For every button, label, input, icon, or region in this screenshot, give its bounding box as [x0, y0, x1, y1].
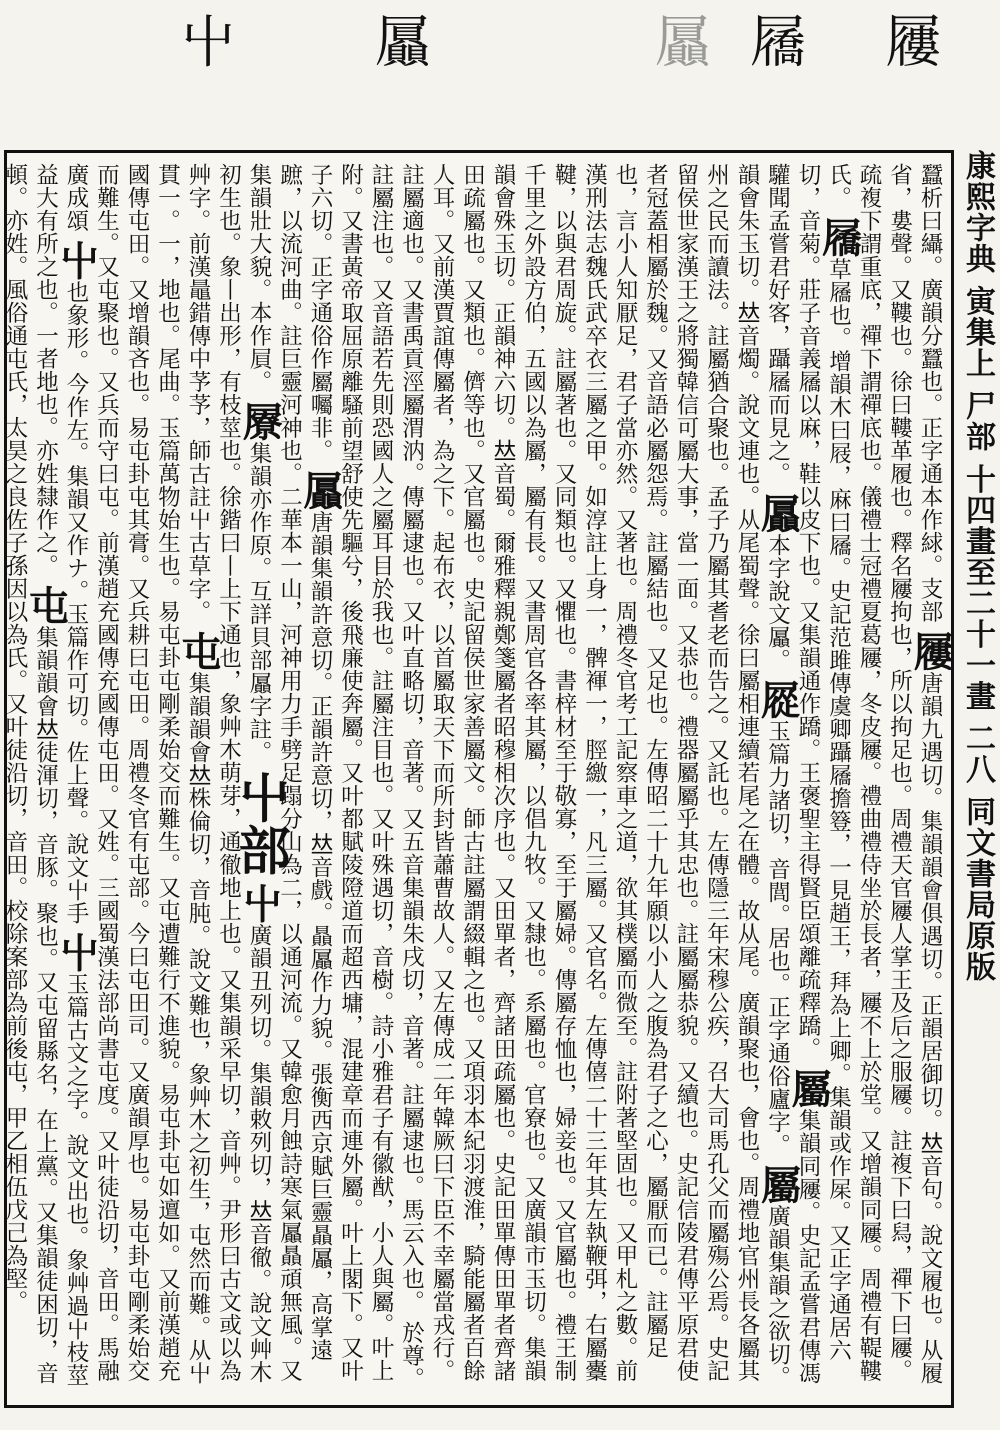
caption-5: 屮	[171, 12, 236, 72]
entry-head: 屨	[907, 630, 954, 672]
entry-text: 也象形。今作左。集韻又作ナ。玉篇作可切。佐上聲。說文屮手	[63, 280, 89, 925]
entry-head: 屭	[297, 469, 344, 511]
entry-head: 屮	[53, 239, 100, 281]
header-captions	[0, 0, 1000, 148]
caption-2: 屩	[741, 12, 806, 72]
entry-13	[53, 239, 100, 925]
entry-head: 屮	[236, 883, 283, 924]
entry-head: 屯	[22, 584, 70, 626]
dictionary-body	[2, 163, 954, 1399]
publisher-label: 同文書局原版	[960, 796, 995, 983]
entry-text: 草屩也。增韻木曰屐，麻曰屩。史記范雎傳虞卿躡屩擔簦，一見趙王，拜為上卿。集韻或作𡱖。又正字通居六切，音菊。莊子音義屩以麻，鞋以皮下也。又集韻通作蹻。王褒聖主得賢臣頌離疏釋蹻。	[795, 163, 852, 1362]
entry-text: 玉篇古文之字。說文出也。象艸過屮枝莖益大有所之也。一者地也。亦姓隸作之。	[32, 163, 89, 1387]
entry-head: 屬	[754, 1163, 802, 1205]
book-title: 康熙字典	[960, 150, 995, 274]
entry-head: 屬	[785, 1067, 832, 1109]
entry-head: 屩	[815, 216, 863, 258]
entry-head: 㞞	[754, 678, 802, 720]
entry-text: 集韻韻會𠀤株倫切，音肫。說文難也，象艸木之初生，屯然而難。从屮貫一。一，地也。尾曲。玉篇萬物始生也。易屯卦屯剛柔始交而難生。又屯遭難行不進貌。易屯卦屯如邅如。又前漢趙充國傳屯田。又增韻吝也。易屯卦屯其膏。又兵耕曰屯田。周禮冬官有屯部。今曰屯田司。又廣韻厚也。易屯卦屯剛柔始交而難生。又屯聚也。又兵而守曰屯。前漢趙充國傳充國傳屯田。又姓。三國蜀漢法部尚書屯度。又叶徒沿切，音田。馬融廣成頌	[63, 163, 211, 1385]
entry-4	[754, 492, 802, 672]
volume-label: 寅集上	[960, 285, 995, 379]
section-heading	[229, 770, 290, 876]
page-number: 二八	[960, 722, 995, 785]
entry-head: 屯	[175, 630, 222, 672]
dictionary-page-frame	[4, 150, 954, 1408]
entry-text: 集韻亦作原。互詳貝部屭字註。	[246, 441, 272, 764]
entry-9	[236, 400, 283, 764]
entry-text: 於尊。註屬注也。又音語若先則恐國人之屬耳目於我也。註屬注目也。又叶殊遇切，音樹。詩小雅君子有徽猷，小人與屬。叶上附。又書黃帝取屈原離騷前望舒使先驅兮，後飛廉使奔屬。又叶都賦陵隥道而超西墉，混建章而連外屬。叶上閣下。又叶子六切。正字通俗作屬囑非。	[307, 163, 425, 1390]
section-title: 屮部	[229, 770, 290, 876]
entry-text: 集韻韻會𠀤徒渾切，音豚。聚也。又屯留縣名，在上黨。又集韻徒困切，音頓。亦姓。風俗通屯氏，太昊之良佐子孫因以為氏。又叶徒沿切，音田。校除案部為前後屯，甲乙相伍戊己為堅。	[2, 163, 59, 1385]
entry-text: 唐韻集韻許意切。正韻許意切，𠀤音戲。贔屭作力貌。張衡西京賦巨靈贔屭，高掌遠蹠，以流河曲。註巨靈河神也。二華本一山，河神用力手劈足蹋分山為二，以通河流。又韓愈月蝕詩寒氣屭贔頑無風。又集韻壯大貌。本作屓。	[246, 163, 333, 1382]
caption-1: 屨	[876, 12, 941, 72]
entry-text: 集韻同屨。史記孟嘗君傳馮驩聞孟嘗君好客，躡屩而見之。	[764, 163, 821, 1385]
page-sidebar	[954, 150, 1000, 1408]
caption-3: 屭	[366, 12, 431, 72]
entry-text: 玉篇力諸切，音閭。居也。正字通俗廬字。	[764, 719, 791, 1157]
entry-text: 蠶析曰䌰。廣韻分蠶也。正字通本作絿。支部	[917, 163, 943, 623]
entry-0	[917, 163, 943, 623]
radical-label: 尸部	[960, 389, 995, 452]
entry-head: 屪	[236, 400, 283, 442]
entry-head: 屮	[53, 931, 100, 973]
entry-head: 屭	[754, 492, 802, 534]
caption-4: 屭	[646, 12, 711, 72]
stroke-range: 十四畫至二十一畫	[960, 463, 995, 712]
entry-text: 廣韻丑列切。集韻敕列切，𠀤音徹。說文艸木初生也。象丨出形，有枝莖也。徐鍇曰丨上下通也，象艸木萌芽，通徹地上也。又集韻采早切，音艸。尹形曰古文或以為艸字。前漢鼂錯傳中芧芧，師古註屮古草字。	[185, 163, 272, 1384]
entry-text: 廣韻集韻之欲切。韻會朱玉切。𠀤音燭。說文連也。从尾蜀聲。徐曰屬相連續若尾之在體。故从尾。廣韻聚也，會也。周禮地官州長各屬其州之民而讀法。註屬猶合聚也。孟子乃屬其耆老而告之。又託也。左傳隱三年宋穆公疾，召大司馬孔父而屬殤公焉。史記留侯世家漢王之將獨韓信可屬大事，當一面。又恭也。禮器屬屬乎其忠也。註屬屬恭貌。又續也。史記信陵君傳平原君使者冠蓋相屬於魏。又音語必屬怨焉。註屬結也。又足也。左傳昭二十九年願以小人之腹為君子之心，屬厭而已。註屬足也，言小人知厭足，君子當亦然。又著也。周禮冬官考工記察車之道，欲其樸屬而微至。註附著堅固也。又甲札之數。前漢刑法志魏氏武卒衣三屬之甲。如淳註上身一，髀褌一，脛繳一，凡三屬。又官名。左傳僖二十三年其左執鞭弭，右屬櫜鞬，以與君周旋。註屬著也。又同類也。又懼也。書梓材至于敬寡，至于屬婦。傳屬存恤也，婦妾也。又官屬也。禮王制千里之外設方伯，五國以為屬，屬有長。又書周官各率其屬，以倡九牧。又隸也。系屬也。官寮也。又廣韻市玉切。集韻韻會殊玉切。正韻神六切。𠀤音蜀。爾雅釋親鄭箋屬者昭穆相次序也。又田單者，齊諸田疏屬也。史記田單傳田單者齊諸田疏屬也。又類也。儕等也。又官屬也。史記留侯世家善屬文。師古註屬謂綴輯之也。又項羽本紀羽渡淮，騎能屬者百餘人耳。又前漢賈誼傳屬者，為之下。起布衣，以首屬取天下而所封皆蕭曹故人。又左傳成二年韓厥曰下臣不幸屬當戎行。註屬適也。又書禹貢涇屬渭汭。傳屬逮也。又叶直略切，音著。又五音集韻朱戌切，音著。註屬逮也。馬云入也。	[398, 163, 791, 1389]
entry-text: 本字說文屭。	[764, 533, 791, 672]
entry-text: 唐韻九遇切。集韻韻會俱遇切。正韻居御切。𠀤音句。說文履也。从履省，婁聲。又鞻也。徐曰鞻革履也。釋名屨拘也，所以拘足也。周禮天官屨人掌王及后之服屨。註複下曰舄，禪下曰屨。疏複下謂重底，禪下謂禪底也。儀禮士冠禮夏葛屨，冬皮屨。禮曲禮侍坐於長者，屨不上於堂。又增韻同屨。周禮有鞮鞻氏。	[825, 163, 943, 1385]
entry-5	[754, 678, 802, 1157]
